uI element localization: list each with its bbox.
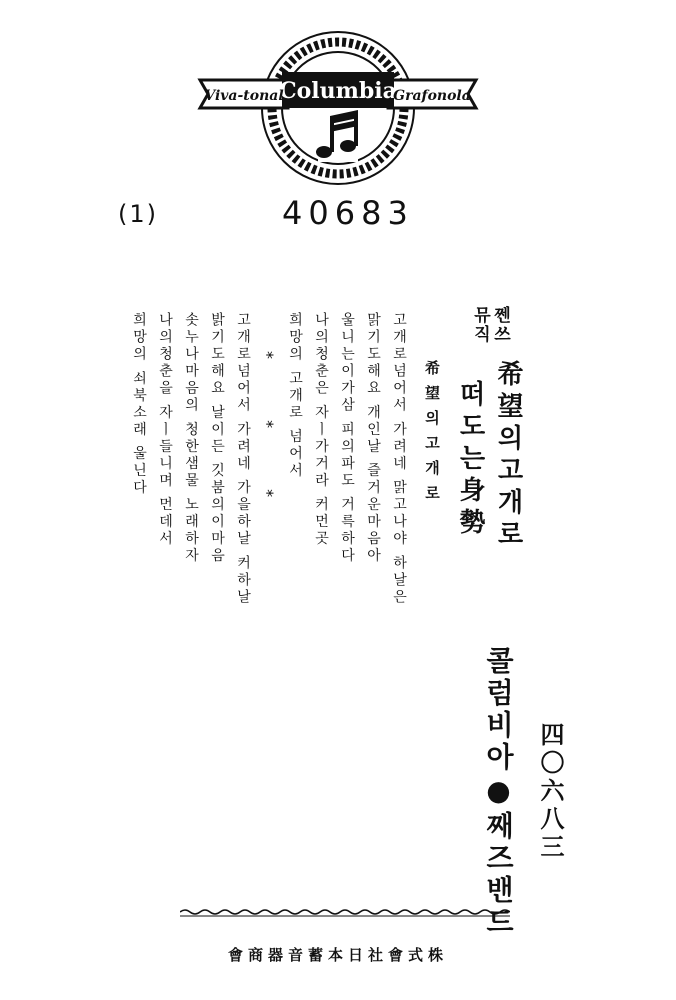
side-number: (1) — [118, 200, 158, 228]
lyrics-line: 나의청춘은 자ㅣ가거라 커먼곳 — [313, 312, 329, 548]
lyrics-separator: * * * — [258, 350, 277, 526]
logo-left-banner: Viva-tonal — [204, 88, 284, 104]
musical-notes-icon — [316, 110, 358, 162]
lyrics-line: 희망의 쇠북소래 울닌다 — [131, 312, 147, 497]
lyrics-line: 희망의 고개로 넘어서 — [287, 312, 303, 480]
lyrics-line: 나의청춘을 자ㅣ들니며 먼데서 — [157, 312, 173, 548]
catalog-number: 40683 — [282, 194, 414, 232]
lyrics-line: 울니는이가삼 피의파도 거륵하다 — [339, 312, 355, 565]
artist-name: 콜럼비아●째즈밴드 — [482, 646, 515, 939]
song-subtitle: 떠도는身勢 — [455, 380, 485, 540]
lyrics-title: 希望의고개로 — [423, 360, 441, 510]
catalog-number-kanji: 四〇六八三 — [536, 722, 564, 862]
logo-brand: Columbia — [279, 78, 397, 104]
lyrics-line: 솟누나마음의 청한샘물 노래하자 — [183, 312, 199, 565]
footer-divider — [180, 906, 510, 918]
song-title: 希望의고개로 — [493, 360, 523, 552]
lyrics-line: 고개로넘어서 가려네 가을하날 커하날 — [235, 312, 251, 607]
genre-label: 쩬쓰뮤직 — [470, 306, 510, 344]
lyrics-line: 맑기도해요 개인날 즐거운마음아 — [365, 312, 381, 565]
logo-right-banner: Grafonola — [393, 88, 471, 104]
lyrics-line: 밝기도해요 날이든 깃붐의이마음 — [209, 312, 225, 565]
columbia-logo — [188, 20, 488, 190]
lyrics-line: 고개로넘어서 가려네 맑고나야 하날은 — [391, 312, 407, 607]
company-name: 會商器音蓄本日社會式株 — [227, 946, 448, 964]
